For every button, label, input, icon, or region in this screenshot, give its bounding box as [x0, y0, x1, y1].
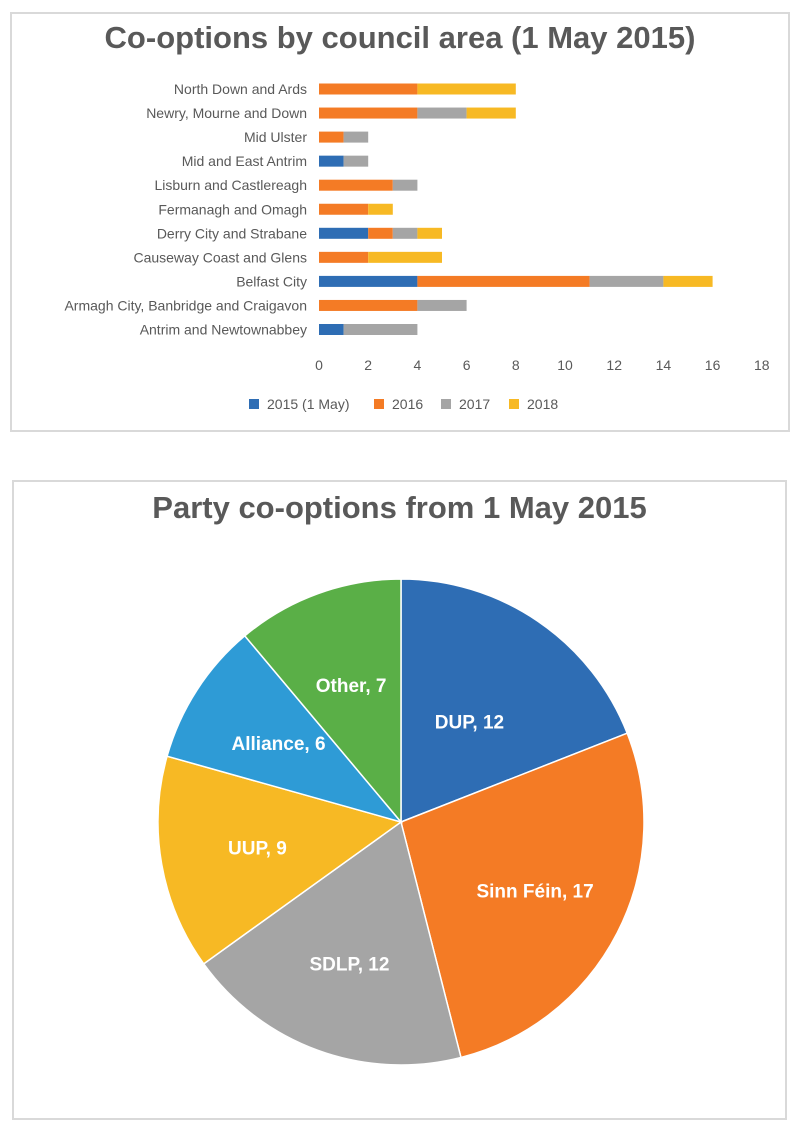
bar-armagh-city-banbridge-and-craigavon-2016 [319, 300, 417, 311]
legend-swatch-2015-1-may [249, 399, 259, 409]
category-label-newry-mourne-and-down: Newry, Mourne and Down [146, 105, 307, 122]
x-tick-label: 18 [754, 357, 770, 373]
x-tick-label: 16 [704, 357, 721, 373]
category-label-armagh-city-banbridge-and-craigavon: Armagh City, Banbridge and Craigavon [64, 297, 307, 314]
bar-north-down-and-ards-2016 [319, 84, 417, 95]
legend-label-2015-1-may: 2015 (1 May) [267, 396, 350, 412]
pie-label-dup: DUP, 12 [434, 712, 505, 734]
pie-label-alliance: Alliance, 6 [231, 733, 326, 755]
pie-chart-svg [14, 482, 789, 1122]
pie-label-other: Other, 7 [315, 675, 387, 697]
pie-label-uup: UUP, 9 [228, 838, 287, 860]
bar-lisburn-and-castlereagh-2016 [319, 180, 393, 191]
x-tick-label: 14 [655, 357, 672, 373]
bar-causeway-coast-and-glens-2018 [368, 252, 442, 263]
bar-belfast-city-2015-1-may [319, 276, 417, 287]
bar-mid-and-east-antrim-2015-1-may [319, 156, 344, 167]
bar-mid-and-east-antrim-2017 [344, 156, 369, 167]
legend-label-2017: 2017 [459, 396, 491, 412]
category-label-mid-ulster: Mid Ulster [243, 129, 307, 146]
category-label-mid-and-east-antrim: Mid and East Antrim [181, 153, 307, 170]
bar-causeway-coast-and-glens-2016 [319, 252, 368, 263]
bar-mid-ulster-2016 [319, 132, 344, 143]
bar-north-down-and-ards-2018 [417, 84, 515, 95]
bar-belfast-city-2017 [590, 276, 664, 287]
x-tick-label: 10 [557, 357, 573, 373]
x-tick-label: 0 [315, 357, 323, 373]
bar-chart-title: Co-options by council area (1 May 2015) [104, 20, 696, 55]
category-label-belfast-city: Belfast City [236, 273, 307, 290]
bar-newry-mourne-and-down-2016 [319, 108, 417, 119]
pie-chart-title: Party co-options from 1 May 2015 [152, 490, 647, 525]
x-tick-label: 2 [364, 357, 373, 373]
category-label-north-down-and-ards: North Down and Ards [173, 81, 307, 97]
bar-newry-mourne-and-down-2017 [417, 108, 466, 119]
category-label-derry-city-and-strabane: Derry City and Strabane [156, 225, 307, 242]
bar-lisburn-and-castlereagh-2017 [393, 180, 418, 191]
legend-label-2018: 2018 [527, 396, 559, 412]
bar-derry-city-and-strabane-2015-1-may [319, 228, 368, 239]
party-pie-chart-panel [12, 480, 787, 1120]
legend-swatch-2016 [374, 399, 384, 409]
bar-fermanagh-and-omagh-2018 [368, 204, 393, 215]
category-label-antrim-and-newtownabbey: Antrim and Newtownabbey [139, 321, 307, 338]
bar-belfast-city-2018 [663, 276, 712, 287]
category-label-fermanagh-and-omagh: Fermanagh and Omagh [158, 201, 307, 218]
legend-swatch-2018 [509, 399, 519, 409]
category-label-lisburn-and-castlereagh: Lisburn and Castlereagh [154, 177, 307, 194]
bar-newry-mourne-and-down-2018 [467, 108, 516, 119]
pie-label-sinn-f-in: Sinn Féin, 17 [476, 881, 594, 903]
bar-derry-city-and-strabane-2016 [368, 228, 393, 239]
x-tick-label: 4 [413, 357, 422, 373]
bar-mid-ulster-2017 [344, 132, 369, 143]
pie-label-sdlp: SDLP, 12 [309, 954, 390, 976]
bar-chart-svg [12, 14, 792, 434]
x-tick-label: 8 [511, 357, 520, 373]
bar-derry-city-and-strabane-2017 [393, 228, 418, 239]
bar-armagh-city-banbridge-and-craigavon-2017 [417, 300, 466, 311]
bar-antrim-and-newtownabbey-2015-1-may [319, 324, 344, 335]
bar-derry-city-and-strabane-2018 [417, 228, 442, 239]
x-tick-label: 6 [462, 357, 471, 373]
bar-fermanagh-and-omagh-2016 [319, 204, 368, 215]
bar-antrim-and-newtownabbey-2017 [344, 324, 418, 335]
x-tick-label: 12 [606, 357, 622, 373]
bar-belfast-city-2016 [417, 276, 589, 287]
legend-label-2016: 2016 [392, 396, 424, 412]
category-label-causeway-coast-and-glens: Causeway Coast and Glens [133, 249, 307, 266]
legend-swatch-2017 [441, 399, 451, 409]
council-bar-chart-panel [10, 12, 790, 432]
